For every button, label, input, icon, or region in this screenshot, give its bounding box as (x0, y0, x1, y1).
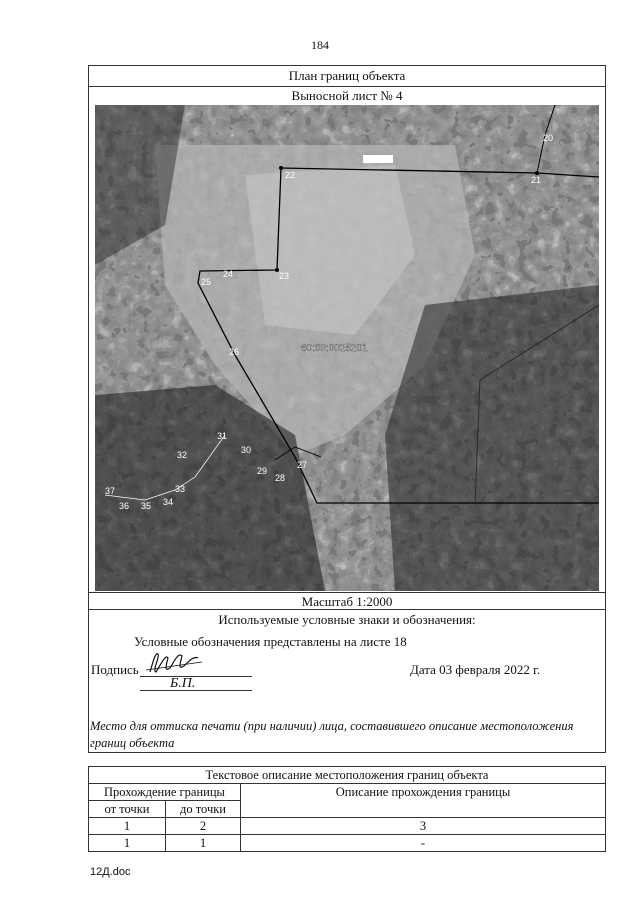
sheet-title: Выносной лист № 4 (291, 88, 403, 103)
file-name: 12Д.doc (90, 866, 131, 878)
cell-desc: - (241, 835, 606, 852)
table-row (89, 835, 606, 852)
point-label: 31 (217, 431, 228, 441)
signature-line (140, 676, 252, 677)
point-label: 32 (177, 450, 188, 460)
map-scale: Масштаб 1:2000 (88, 592, 606, 610)
signature-initials-line (140, 690, 252, 691)
cell-to: 1 (166, 835, 241, 852)
point-label: 28 (275, 473, 286, 483)
point-label: 23 (279, 271, 290, 281)
aerial-map (95, 105, 599, 591)
stamp-note: Место для оттиска печати (при наличии) лица, составившего описание местоположения границ объекта (90, 719, 574, 750)
cell-from: 1 (89, 835, 166, 852)
point-label: 25 (201, 277, 212, 287)
cell-to: 2 (166, 818, 241, 835)
signature-label: Подпись (91, 662, 139, 677)
legend-text: Условные обозначения представлены на листе 18 (134, 634, 407, 649)
point-label: 33 (175, 484, 186, 494)
point-label: 24 (223, 269, 234, 279)
map-white-mark (363, 155, 393, 163)
table-title: Текстовое описание местоположения границ объекта (89, 767, 606, 784)
header-from: от точки (89, 801, 166, 818)
forest-area-e (385, 285, 599, 591)
signature-initials: Б.П. (170, 676, 196, 691)
point-label: 21 (531, 175, 542, 185)
point-label: 34 (163, 497, 174, 507)
map-svg (95, 105, 599, 591)
cell-from: 1 (89, 818, 166, 835)
point-label: 30 (241, 445, 252, 455)
plan-title: План границ объекта (88, 65, 606, 87)
header-description: Описание прохождения границы (241, 784, 606, 818)
point-label: 36 (119, 501, 130, 511)
legend-title: Используемые условные знаки и обозначения: (218, 612, 476, 627)
header-passage: Прохождение границы (89, 784, 241, 801)
document-date: Дата 03 февраля 2022 г. (410, 662, 541, 677)
point-label: 37 (105, 486, 116, 496)
header-to: до точки (166, 801, 241, 818)
table-row (89, 818, 606, 835)
page-number: 184 (311, 38, 329, 52)
cell-desc: 3 (241, 818, 606, 835)
parcel-id-label: 60:03:0025201 (301, 343, 368, 354)
point-label: 35 (141, 501, 152, 511)
boundary-description-table (88, 766, 606, 852)
point-label: 20 (543, 133, 554, 143)
point-label: 22 (285, 170, 296, 180)
point-label: 29 (257, 466, 268, 476)
point-label: 26 (229, 347, 240, 357)
point-label: 27 (297, 460, 308, 470)
